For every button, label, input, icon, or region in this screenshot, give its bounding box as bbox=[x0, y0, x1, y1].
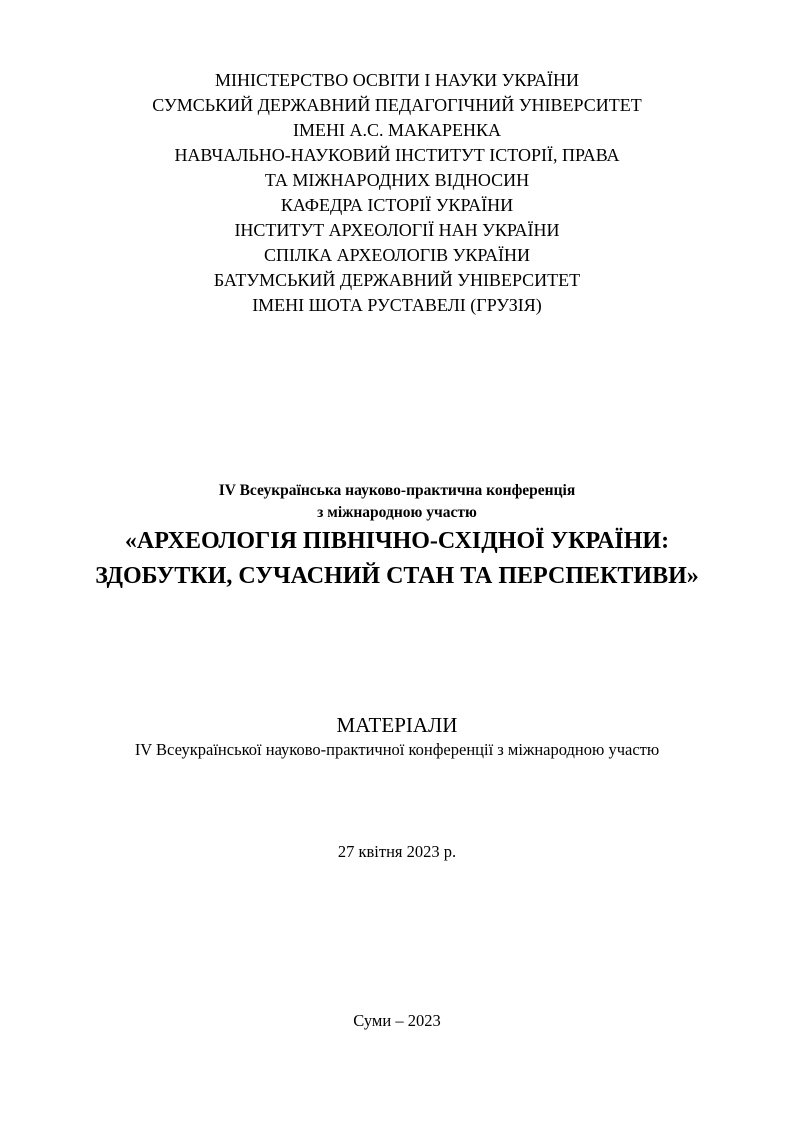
institution-line: БАТУМСЬКИЙ ДЕРЖАВНИЙ УНІВЕРСИТЕТ bbox=[213, 270, 581, 290]
institution-line: НАВЧАЛЬНО-НАУКОВИЙ ІНСТИТУТ ІСТОРІЇ, ПРАВА bbox=[174, 145, 620, 165]
institution-line: ТА МІЖНАРОДНИХ ВІДНОСИН bbox=[264, 170, 530, 190]
institution-line: ІНСТИТУТ АРХЕОЛОГІЇ НАН УКРАЇНИ bbox=[234, 220, 560, 240]
materials-block bbox=[0, 711, 794, 761]
institution-line: МІНІСТЕРСТВО ОСВІТИ І НАУКИ УКРАЇНИ bbox=[214, 70, 580, 90]
materials-description: IV Всеукраїнської науково-практичної конференції з міжнародною участю bbox=[134, 740, 660, 759]
institution-line: КАФЕДРА ІСТОРІЇ УКРАЇНИ bbox=[280, 195, 514, 215]
conference-date: 27 квітня 2023 р. bbox=[337, 842, 457, 861]
conference-title-line-1: «АРХЕОЛОГІЯ ПІВНІЧНО-СХІДНОЇ УКРАЇНИ: bbox=[124, 528, 670, 554]
place-and-year: Суми – 2023 bbox=[353, 1011, 441, 1030]
institution-line: СПІЛКА АРХЕОЛОГІВ УКРАЇНИ bbox=[263, 245, 531, 265]
materials-heading: МАТЕРІАЛИ bbox=[336, 713, 458, 737]
institutions-header bbox=[0, 68, 794, 318]
institution-line: ІМЕНІ А.С. МАКАРЕНКА bbox=[292, 120, 501, 140]
conference-block bbox=[0, 480, 794, 594]
institution-line: ІМЕНІ ШОТА РУСТАВЕЛІ (ГРУЗІЯ) bbox=[252, 295, 542, 315]
institution-line: СУМСЬКИЙ ДЕРЖАВНИЙ ПЕДАГОГІЧНИЙ УНІВЕРСИТЕТ bbox=[152, 95, 642, 115]
conference-name: IV Всеукраїнська науково-практична конференція bbox=[218, 482, 576, 499]
conference-participation: з міжнародною участю bbox=[317, 504, 477, 521]
conference-title-line-2: ЗДОБУТКИ, СУЧАСНИЙ СТАН ТА ПЕРСПЕКТИВИ» bbox=[95, 563, 699, 589]
